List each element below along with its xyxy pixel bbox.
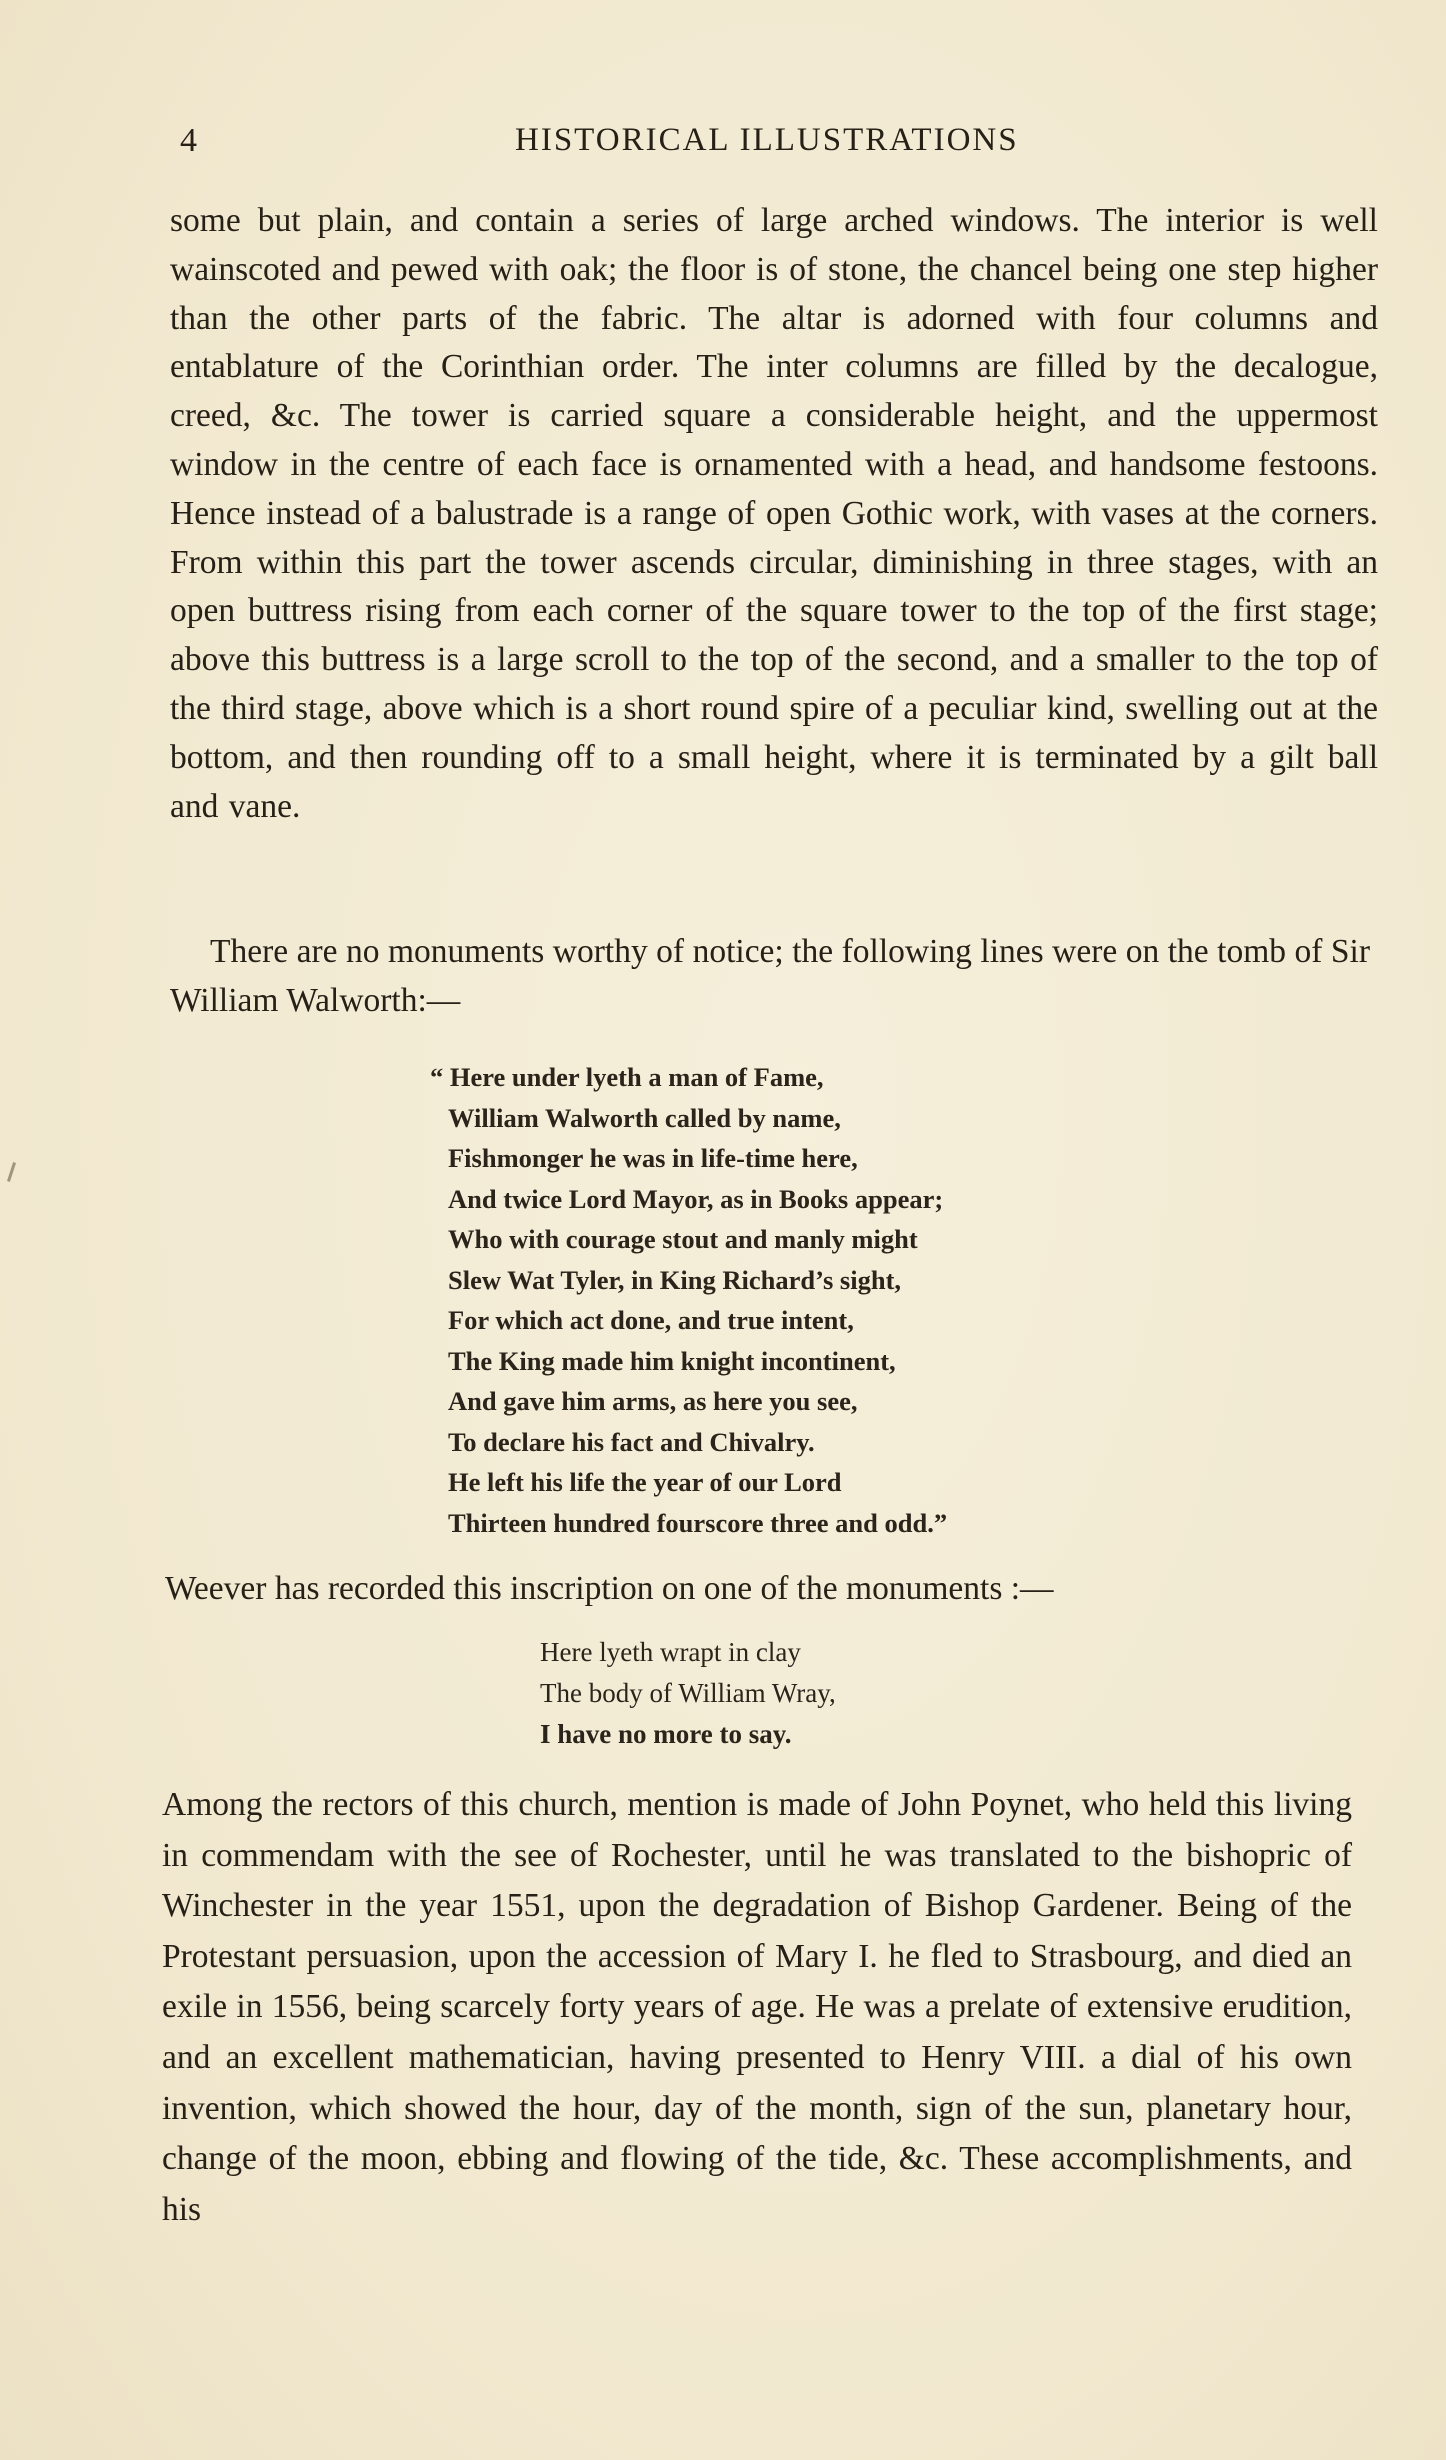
verse-line: “ Here under lyeth a man of Fame, xyxy=(430,1062,824,1092)
verse-line: Slew Wat Tyler, in King Richard’s sight, xyxy=(448,1264,902,1295)
verse-line: The body of William Wray, xyxy=(540,1678,836,1708)
verse-line: Thirteen hundred fourscore three and odd.” xyxy=(448,1507,948,1538)
verse-line: He left his life the year of our Lord xyxy=(448,1467,842,1497)
running-head xyxy=(170,122,1370,172)
verse-line: Fishmonger he was in life-time here, xyxy=(448,1143,858,1173)
walworth-epitaph xyxy=(430,1057,947,1543)
verse-line: I have no more to say. xyxy=(540,1719,792,1749)
verse-line: For which act done, and true intent, xyxy=(448,1305,854,1335)
verse-line: And twice Lord Mayor, as in Books appear; xyxy=(448,1183,944,1214)
paragraph-monuments: There are no monuments worthy of notice; the following lines were on the tomb of Sir William Walworth:— xyxy=(170,933,1370,1019)
wray-epitaph xyxy=(540,1632,836,1755)
verse-line: Here lyeth wrapt in clay xyxy=(540,1637,801,1667)
page-number: 4 xyxy=(180,122,198,159)
weever-intro: Weever has recorded this inscription on one of the monuments :— xyxy=(165,1570,1054,1607)
running-title: HISTORICAL ILLUSTRATIONS xyxy=(515,122,1019,158)
paragraph-rectors: Among the rectors of this church, mention is made of John Poynet, who held this living in commendam with the see of Rochester, until he was translated to the bishopric of Winchester in the year 1551, upon the degradation of Bishop Gardener. Being of the Protestant persuasion, upon the accession of Mary I. he fled to Strasbourg, and died an exile in 1556, being scarcely forty years of age. He was a prelate of extensive erudition, and an excellent mathematician, having presented to Henry VIII. a dial of his own invention, which showed the hour, day of the month, sign of the sun, planetary hour, change of the moon, ebbing and flowing of the tide, &c. These accomplishments, and his xyxy=(162,1786,1352,2228)
verse-line: William Walworth called by name, xyxy=(448,1102,841,1133)
margin-mark xyxy=(7,1162,16,1182)
verse-line: And gave him arms, as here you see, xyxy=(448,1386,858,1416)
verse-line: To declare his fact and Chivalry. xyxy=(448,1426,815,1457)
verse-line: Who with courage stout and manly might xyxy=(448,1224,918,1254)
verse-line: The King made him knight incontinent, xyxy=(448,1345,896,1376)
paragraph-church-description: some but plain, and contain a series of large arched windows. The interior is well wainscoted and pewed with oak; the floor is of stone, the chancel being one step higher than the other parts of the fabric. The altar is adorned with four columns and entablature of the Corinthian order. The inter columns are filled by the decalogue, creed, &c. The tower is carried square a considerable height, and the uppermost window in the centre of each face is ornamented with a head, and handsome festoons. Hence instead of a balustrade is a range of open Gothic work, with vases at the corners. From within this part the tower ascends circular, diminishing in three stages, with an open buttress rising from each corner of the square tower to the top of the first stage; above this buttress is a large scroll to the top of the second, and a smaller to the top of the third stage, above which is a short round spire of a peculiar kind, swelling out at the bottom, and then rounding off to a small height, where it is terminated by a gilt ball and vane. xyxy=(170,202,1378,825)
